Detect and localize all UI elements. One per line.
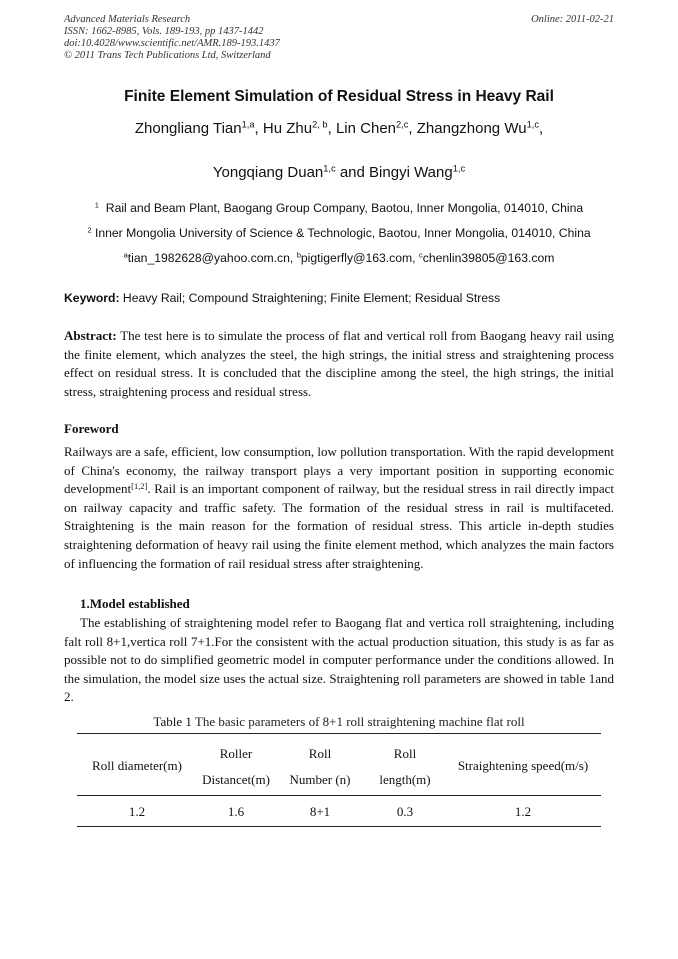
table-header-row (77, 734, 601, 796)
table-label: Table 1 (153, 714, 192, 729)
email-sup: c (418, 250, 423, 260)
abstract-label: Abstract: (64, 328, 117, 343)
table-cell: 8+1 (309, 804, 331, 819)
author-line-1: Zhongliang Tian$^{1,a}$, Hu Zhu$^{2, b}$, Lin Chen$^{2,c}$, Zhangzhong Wu$^{1,c}$, (134, 119, 544, 137)
citation: [1,2] (131, 480, 148, 491)
foreword-text: Railways are a safe, efficient, low consumption, low pollution transportation. With the rapid development of China's economy, the railway transport plays a very important position in supporting economic development (64, 444, 614, 497)
author-line-2 (64, 164, 614, 181)
column-header-line2: Number (n) (289, 772, 351, 787)
author-sup: 2,c (396, 119, 409, 130)
online-date: Online: 2011-02-21 (531, 14, 614, 25)
column-header-line2: Distancet(m) (202, 772, 270, 787)
column-header: Roller (219, 746, 253, 761)
affiliation-text: Inner Mongolia University of Science & Technologic, Baotou, Inner Mongolia, 014010, China (94, 226, 591, 240)
column-header: Straightening speed(m/s) (457, 758, 589, 773)
table-cell: 1.6 (227, 804, 245, 819)
affiliation-sup: 1 (94, 200, 99, 210)
author-name: Zhongliang Tian (134, 120, 242, 137)
email-c: chenlin39805@163.com (422, 251, 555, 265)
keyword-text: Heavy Rail; Compound Straightening; Finite Element; Residual Stress (122, 291, 501, 305)
column-header-line2: length(m) (379, 772, 431, 787)
affiliation-1 (64, 201, 614, 215)
email-a: tian_1982628@yahoo.com.cn, (127, 251, 294, 265)
keywords (64, 291, 614, 305)
running-header (64, 14, 280, 62)
foreword-heading: Foreword (64, 421, 119, 436)
affiliation-sup: 2 (87, 225, 92, 235)
column-header: Roll diameter(m) (92, 758, 182, 773)
foreword-text: . Rail is an important component of railway, but the residual stress in rail directly impact on railway capacity and traffic safety. The formation of the residual stress in rail is multifaceted. Straightening is the main reason for the formation of residual stress. This article in-depth studies straightening deformation of heavy rail using the finite element method, which analyzes the main factors of influencing the formation of rail residual stress after straightening. (64, 481, 614, 571)
author-name: Hu Zhu (262, 120, 313, 137)
affiliation-text: Rail and Beam Plant, Baogang Group Company, Baotou, Inner Mongolia, 014010, China (105, 201, 584, 215)
table-cell: 0.3 (396, 804, 414, 819)
abstract (64, 327, 614, 401)
section-paragraph: The establishing of straightening model refer to Baogang flat and vertica roll straightening, including falt roll 8+1,vertica roll 7+1.For the consistent with the actual production situation, this study is as far as possible not to do simplified geometric model in computer performance under the conditions allowed. In the simulation, the model size uses the actual size. Straightening roll parameters are showed in table 1and 2. (64, 615, 614, 705)
author-name: Lin Chen (335, 120, 396, 137)
journal-name: Advanced Materials Research (64, 14, 191, 25)
author-and: and (339, 164, 365, 181)
author-name: Zhangzhong Wu (416, 120, 527, 137)
author-name: Bingyi Wang (369, 164, 453, 181)
keyword-label: Keyword: (64, 291, 120, 305)
foreword-paragraph (64, 443, 614, 573)
column-header: Roll (308, 746, 332, 761)
column-header: Roll (393, 746, 417, 761)
author-emails (64, 251, 614, 265)
affiliation-2 (64, 226, 614, 240)
copyright-line: © 2011 Trans Tech Publications Ltd, Switzerland (64, 50, 271, 61)
issn-line: ISSN: 1662-8985, Vols. 189-193, pp 1437-1442 (64, 26, 264, 37)
parameters-table (77, 733, 601, 827)
author-sup: 1,a (241, 119, 255, 130)
author-sup: 1,c (323, 163, 336, 174)
table-row (77, 796, 601, 826)
table-cell: 1.2 (128, 804, 146, 819)
abstract-text: The test here is to simulate the process of flat and vertical roll from Baogang heavy rail using the finite element, which analyzes the steel, the high strings, the initial stress and straightening process effect on residual stress. It is concluded that the discipline among the steel, the high strings, the initial stress, straightening process and residual stress. (64, 328, 614, 399)
table-caption-text: The basic parameters of 8+1 roll straightening machine flat roll (194, 714, 525, 729)
email-b: pigtigerfly@163.com, (300, 251, 416, 265)
author-sup: 1,c (526, 119, 539, 130)
author-sup: 1,c (452, 163, 466, 174)
paper-title: Finite Element Simulation of Residual Stress in Heavy Rail (124, 88, 554, 105)
email-sup: b (296, 250, 301, 260)
email-sup: a (123, 250, 128, 260)
author-sup: 2, b (312, 119, 328, 130)
doi-line: doi:10.4028/www.scientific.net/AMR.189-193.1437 (64, 38, 280, 49)
section-heading: 1.Model established (80, 596, 190, 611)
table-cell: 1.2 (514, 804, 532, 819)
table-caption (0, 714, 678, 730)
author-name: Yongqiang Duan (212, 164, 324, 181)
